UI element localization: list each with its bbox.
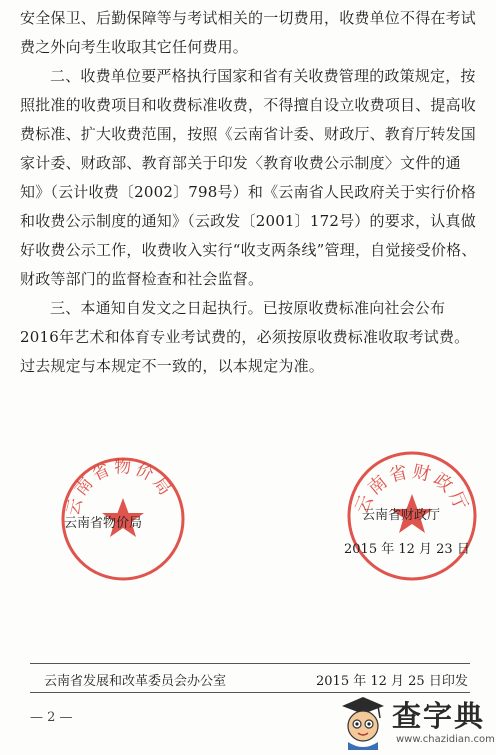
- org-price-bureau: 云南省物价局: [64, 516, 143, 531]
- mascot-icon: [338, 694, 388, 750]
- footer-print-date: 2015 年 12 月 25 日印发: [316, 674, 468, 689]
- org-finance-dept: 云南省财政厅: [362, 508, 441, 523]
- paragraph-continued: 安全保卫、后勤保障等与考试相关的一切费用，收费单位不得在考试费之外向考生收取其它任何费用。: [20, 9, 477, 56]
- watermark-logo: [330, 690, 496, 755]
- document-body: [20, 4, 478, 381]
- paragraph-three: 三、本通知自发文之日起执行。已按原收费标准向社会公布2016年艺术和体育专业考试费的，必须按原收费标准收取考试费。过去规定与本规定不一致的，以本规定为准。: [20, 299, 470, 375]
- watermark-url: www.chazidian.com: [396, 734, 495, 745]
- page-number: — 2 —: [30, 710, 73, 725]
- footer-rule-top: [30, 663, 470, 664]
- seal-left-arc-text: 云南省物价局: [63, 457, 177, 518]
- signature-date: 2015 年 12 月 23 日: [344, 542, 470, 557]
- footer-office: 云南省发展和改革委员会办公室: [44, 674, 227, 689]
- seal-right-arc-text: 云南省财政厅: [351, 461, 473, 518]
- paragraph-two: 二、收费单位要严格执行国家和省有关收费管理的政策规定，按照批准的收费项目和收费标准收费，不得擅自设立收费项目、提高收费标准、扩大收费范围，按照《云南省计委、财政厅、教育厅转发国家计委、财政部、教育部关于印发〈教育收费公示制度〉文件的通知》（云计收费〔2002〕798号）和《云南省人民政府关于实行价格和收费公示制度的通知》（云政发〔2001〕172号）的要求，认真做好收费公示工作，收费收入实行“收支两条线”管理，自觉接受价格、财政等部门的监督检查和社会监督。: [20, 67, 477, 288]
- watermark-title: 查字典: [392, 699, 486, 733]
